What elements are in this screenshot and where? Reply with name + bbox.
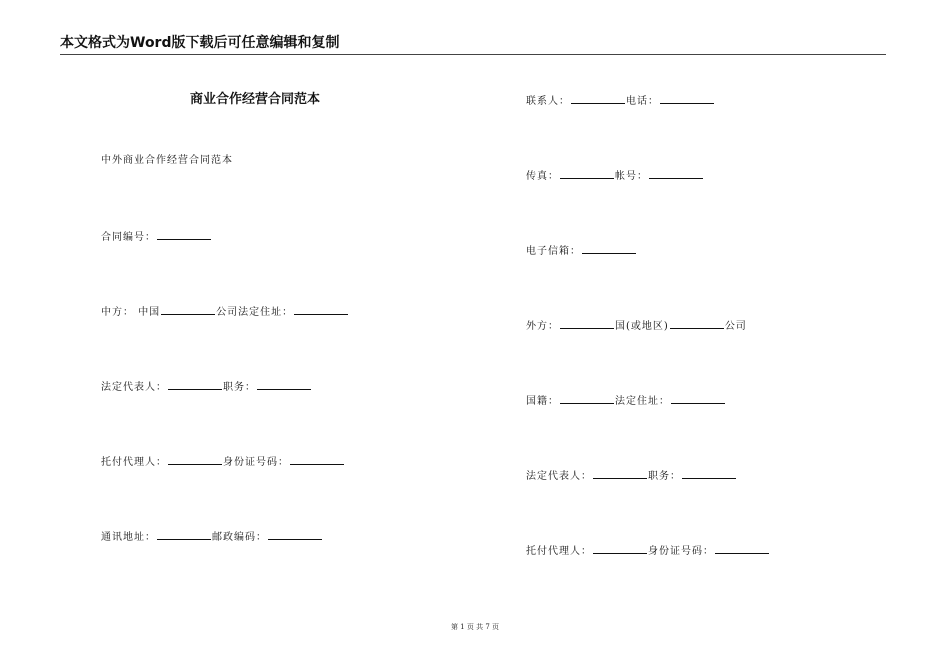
position-blank[interactable] [257, 379, 311, 390]
china-party-address-label: 公司法定住址： [216, 307, 294, 318]
page-footer [0, 622, 950, 632]
account-blank[interactable] [649, 168, 703, 179]
foreign-country-blank[interactable] [560, 318, 614, 329]
agent-blank[interactable] [168, 454, 222, 465]
legal-rep-blank[interactable] [168, 379, 222, 390]
foreign-legal-rep-line [526, 468, 737, 484]
agent-label: 托付代理人： [101, 457, 167, 468]
footer-page-unit: 页 [466, 623, 474, 631]
legal-rep-label: 法定代表人： [101, 382, 167, 393]
postal-code-blank[interactable] [268, 529, 322, 540]
foreign-agent-label: 托付代理人： [526, 546, 592, 557]
mail-address-line [101, 529, 323, 545]
foreign-party-label: 外方： [526, 321, 559, 332]
foreign-legal-rep-blank[interactable] [593, 468, 647, 479]
china-company-blank[interactable] [161, 304, 215, 315]
mail-address-blank[interactable] [157, 529, 211, 540]
foreign-id-number-label: 身份证号码： [648, 546, 714, 557]
email-line [526, 243, 637, 259]
id-number-label: 身份证号码： [223, 457, 289, 468]
agent-line [101, 454, 345, 470]
position-label: 职务： [223, 382, 256, 393]
foreign-company-blank[interactable] [670, 318, 724, 329]
foreign-legal-rep-label: 法定代表人： [526, 471, 592, 482]
china-party-label: 中方： [101, 307, 134, 318]
country-region-label: 国(或地区) [615, 321, 669, 332]
nationality-label: 国籍： [526, 396, 559, 407]
fax-line [526, 168, 704, 184]
legal-address-label: 法定住址： [615, 396, 670, 407]
fax-label: 传真： [526, 171, 559, 182]
document-subtitle [101, 154, 233, 168]
subtitle-text: 中外商业合作经营合同范本 [101, 155, 233, 166]
contact-blank[interactable] [571, 93, 625, 104]
foreign-position-blank[interactable] [682, 468, 736, 479]
email-label: 电子信箱： [526, 246, 581, 257]
footer-total-prefix: 共 [476, 623, 484, 631]
contact-line [526, 93, 715, 109]
contract-number-line [101, 229, 212, 245]
phone-blank[interactable] [660, 93, 714, 104]
foreign-party-line [526, 318, 747, 334]
footer-page-number: 1 [460, 623, 465, 631]
nationality-blank[interactable] [560, 393, 614, 404]
nationality-line [526, 393, 726, 409]
footer-total-pages: 7 [485, 623, 490, 631]
foreign-agent-line [526, 543, 770, 559]
china-party-line [101, 304, 349, 320]
foreign-position-label: 职务： [648, 471, 681, 482]
company-label: 公司 [724, 321, 747, 332]
phone-label: 电话： [626, 96, 659, 107]
mail-address-label: 通讯地址： [101, 532, 156, 543]
foreign-id-number-blank[interactable] [715, 543, 769, 554]
footer-total-unit: 页 [492, 623, 500, 631]
legal-rep-line [101, 379, 312, 395]
email-blank[interactable] [582, 243, 636, 254]
footer-page-prefix: 第 [450, 623, 458, 631]
postal-code-label: 邮政编码： [212, 532, 267, 543]
china-party-country: 中国 [138, 307, 161, 318]
id-number-blank[interactable] [290, 454, 344, 465]
account-label: 帐号： [615, 171, 648, 182]
contract-number-label: 合同编号： [101, 232, 156, 243]
china-address-blank[interactable] [294, 304, 348, 315]
foreign-agent-blank[interactable] [593, 543, 647, 554]
contact-label: 联系人： [526, 96, 570, 107]
page-header [60, 34, 886, 55]
document-title: 商业合作经营合同范本 [190, 92, 321, 107]
legal-address-blank[interactable] [671, 393, 725, 404]
header-text: 本文格式为Word版下载后可任意编辑和复制 [60, 35, 340, 51]
contract-number-blank[interactable] [157, 229, 211, 240]
fax-blank[interactable] [560, 168, 614, 179]
